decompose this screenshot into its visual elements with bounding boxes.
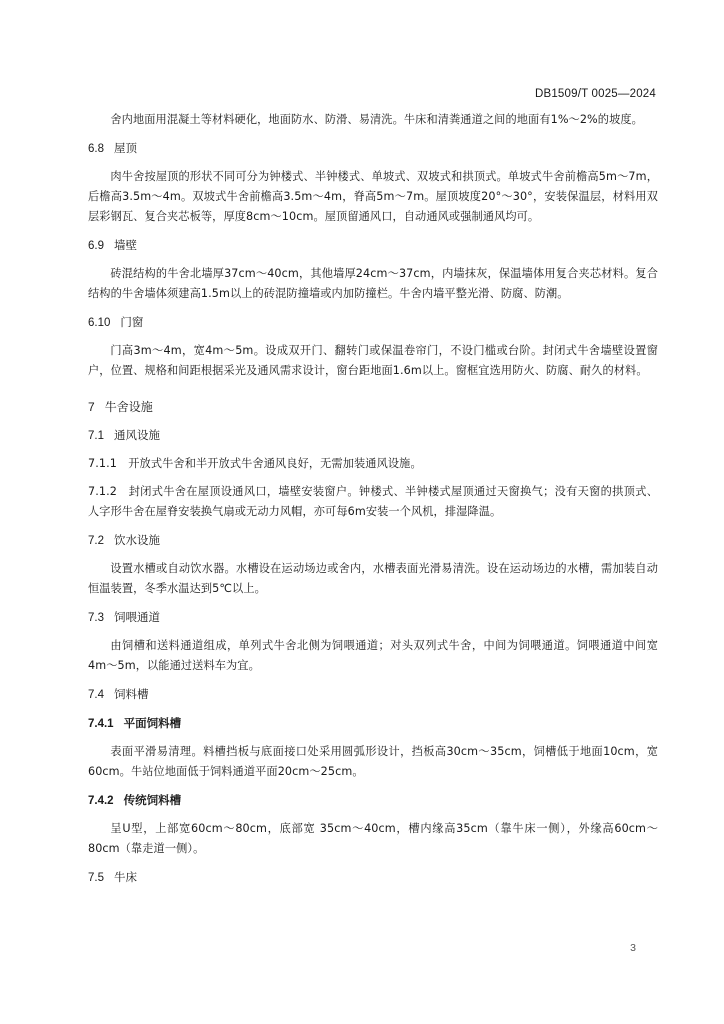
paragraph: 表面平滑易清理。料槽挡板与底面接口处采用圆弧形设计，挡板高30cm～35cm，饲槽低于地面10cm，宽60cm。牛站位地面低于饲料通道平面20cm～25cm。 xyxy=(88,745,658,778)
section-number: 6.9 xyxy=(88,240,104,252)
paragraph: 设置水槽或自动饮水器。水槽设在运动场边或舍内，水槽表面光滑易清洗。设在运动场边的水槽，需加装自动恒温装置，冬季水温达到5℃以上。 xyxy=(88,562,658,595)
section-title: 通风设施 xyxy=(114,428,160,442)
clause-paragraph: 7.1.1 开放式牛舍和半开放式牛舍通风良好，无需加装通风设施。 xyxy=(88,457,422,470)
section-number: 7.4 xyxy=(88,689,104,701)
section-heading xyxy=(88,425,658,446)
section-title: 门窗 xyxy=(120,315,144,329)
section-heading xyxy=(88,312,658,333)
section-number: 7 xyxy=(88,400,95,414)
section-title: 饲喂通道 xyxy=(114,610,160,624)
section-number: 7.4.2 xyxy=(88,795,114,807)
section-title: 牛床 xyxy=(114,870,137,884)
section-number: 7.4.1 xyxy=(88,718,114,730)
section-number: 7.3 xyxy=(88,612,104,624)
section-number: 6.8 xyxy=(88,143,104,155)
paragraph: 门高3m～4m，宽4m～5m。设成双开门、翻转门或保温卷帘门，不设门槛或台阶。封闭式牛舍墙壁设置窗户，位置、规格和间距根据采光及通风需求设计，窗台距地面1.6m以上。窗框宜选用防火、防腐、耐久的材料。 xyxy=(88,344,658,377)
section-heading xyxy=(88,607,658,628)
paragraph: 呈U型，上部宽60cm～80cm，底部宽 35cm～40cm，槽内缘高35cm（靠牛床一侧），外缘高60cm～80cm（靠走道一侧）。 xyxy=(88,822,658,855)
section-number: 6.10 xyxy=(88,317,111,329)
section-number: 7.2 xyxy=(88,535,104,547)
section-number: 7.5 xyxy=(88,872,104,884)
paragraph: 砖混结构的牛舍北墙厚37cm～40cm，其他墙厚24cm～37cm，内墙抹灰，保温墙体用复合夹芯材料。复合结构的牛舍墙体须建高1.5m以上的砖混防撞墙或内加防撞栏。牛舍内墙平整光滑、防腐、防潮。 xyxy=(88,267,658,300)
subsection-heading xyxy=(88,713,658,734)
section-heading xyxy=(88,867,658,888)
section-title: 墙壁 xyxy=(114,238,137,252)
document-code: DB1509/T 0025—2024 xyxy=(534,88,656,100)
section-heading xyxy=(88,138,658,159)
page-number: 3 xyxy=(630,942,636,954)
section-heading xyxy=(88,235,658,256)
paragraph: 肉牛舍按屋顶的形状不同可分为钟楼式、半钟楼式、单坡式、双坡式和拱顶式。单坡式牛舍前檐高5m～7m，后檐高3.5m～4m。双坡式牛舍前檐高3.5m～4m，脊高5m～7m。屋顶坡度20°～30°，安装保温层，材料用双层彩钢瓦、复合夹芯板等，厚度8cm～10cm。屋顶留通风口，自动通风或强制通风均可。 xyxy=(88,170,658,223)
clause-paragraph: 7.1.2 封闭式牛舍在屋顶设通风口，墙壁安装窗户。钟楼式、半钟楼式屋顶通过天窗换气；没有天窗的拱顶式、人字形牛舍在屋脊安装换气扇或无动力风帽，亦可每6m安装一个风机，排湿降温。 xyxy=(88,485,658,518)
section-title: 传统饲料槽 xyxy=(123,793,182,807)
section-title: 平面饲料槽 xyxy=(123,716,182,730)
section-title: 牛舍设施 xyxy=(104,400,153,414)
section-heading xyxy=(88,684,658,705)
section-title: 饲料槽 xyxy=(114,687,149,701)
chapter-heading xyxy=(88,397,658,417)
paragraph: 由饲槽和送料通道组成，单列式牛舍北侧为饲喂通道；对头双列式牛舍，中间为饲喂通道。饲喂通道中间宽4m～5m，以能通过送料车为宜。 xyxy=(88,639,658,672)
section-title: 饮水设施 xyxy=(114,533,160,547)
document-body xyxy=(88,110,658,896)
section-number: 7.1 xyxy=(88,430,104,442)
section-heading xyxy=(88,530,658,551)
paragraph: 舍内地面用混凝土等材料硬化，地面防水、防滑、易清洗。牛床和清粪通道之间的地面有1%～2%的坡度。 xyxy=(110,113,643,126)
subsection-heading xyxy=(88,790,658,811)
section-title: 屋顶 xyxy=(114,141,137,155)
